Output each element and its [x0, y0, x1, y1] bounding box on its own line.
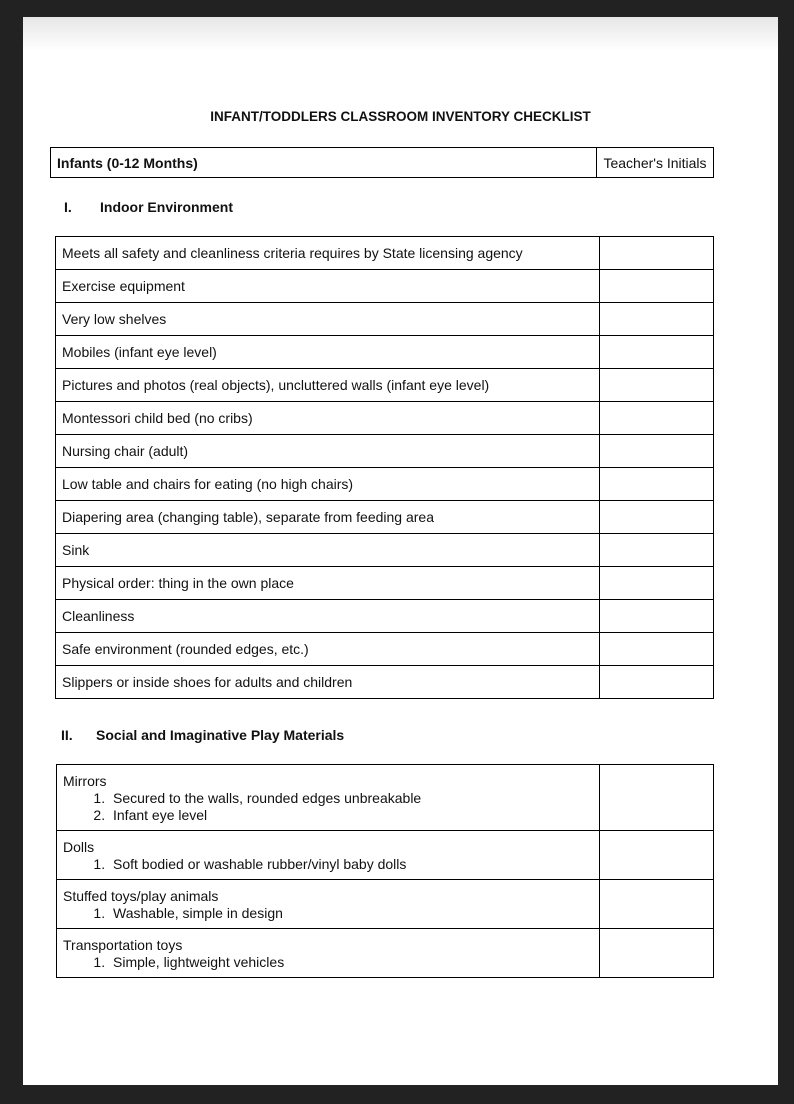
sub-item-list	[63, 856, 599, 873]
table-row	[56, 600, 714, 633]
sub-item-list	[63, 905, 599, 922]
initials-cell[interactable]	[600, 369, 714, 402]
table-row	[56, 468, 714, 501]
initials-cell[interactable]	[600, 567, 714, 600]
table-row	[56, 567, 714, 600]
table-row	[56, 435, 714, 468]
table-row	[56, 336, 714, 369]
table-row	[57, 831, 714, 880]
checklist-item	[57, 929, 600, 978]
checklist-item: Nursing chair (adult)	[56, 435, 600, 468]
checklist-item: Very low shelves	[56, 303, 600, 336]
section-heading-play-materials	[61, 727, 344, 743]
checklist-item: Cleanliness	[56, 600, 600, 633]
document-title: INFANT/TODDLERS CLASSROOM INVENTORY CHECKLIST	[210, 109, 591, 124]
checklist-item: Meets all safety and cleanliness criteria requires by State licensing agency	[56, 237, 600, 270]
group-header-table	[50, 147, 714, 178]
initials-cell[interactable]	[600, 336, 714, 369]
initials-cell[interactable]	[600, 435, 714, 468]
checklist-item	[57, 831, 600, 880]
initials-cell[interactable]	[600, 666, 714, 699]
section-title: Social and Imaginative Play Materials	[96, 727, 345, 743]
checklist-item: Diapering area (changing table), separate from feeding area	[56, 501, 600, 534]
item-label: Stuffed toys/play animals	[63, 888, 219, 904]
checklist-item: Pictures and photos (real objects), uncluttered walls (infant eye level)	[56, 369, 600, 402]
section-title: Indoor Environment	[100, 199, 233, 215]
table-row	[56, 534, 714, 567]
table-row	[56, 270, 714, 303]
checklist-item	[57, 880, 600, 929]
table-row	[57, 880, 714, 929]
sub-item-list	[63, 790, 599, 824]
checklist-item: Mobiles (infant eye level)	[56, 336, 600, 369]
initials-cell[interactable]	[600, 468, 714, 501]
age-group-label: Infants (0-12 Months)	[51, 148, 597, 177]
initials-cell[interactable]	[600, 831, 714, 880]
document-page	[23, 17, 778, 1085]
table-row	[56, 303, 714, 336]
item-label: Transportation toys	[63, 937, 183, 953]
checklist-item: Sink	[56, 534, 600, 567]
item-label: Mirrors	[63, 773, 107, 789]
checklist-item: Safe environment (rounded edges, etc.)	[56, 633, 600, 666]
checklist-item: Low table and chairs for eating (no high chairs)	[56, 468, 600, 501]
sub-item: 1. Secured to the walls, rounded edges unbreakable	[109, 790, 599, 807]
table-row	[56, 633, 714, 666]
item-label: Dolls	[63, 839, 95, 855]
sub-item: 1. Simple, lightweight vehicles	[109, 954, 599, 971]
checklist-item: Montessori child bed (no cribs)	[56, 402, 600, 435]
initials-cell[interactable]	[600, 303, 714, 336]
section-numeral: II.	[61, 727, 73, 743]
teacher-initials-header: Teacher's Initials	[603, 155, 707, 171]
initials-cell[interactable]	[600, 237, 714, 270]
table-row	[56, 501, 714, 534]
table-row	[57, 929, 714, 978]
initials-cell[interactable]	[600, 765, 714, 831]
checklist-item: Physical order: thing in the own place	[56, 567, 600, 600]
play-materials-table	[56, 764, 714, 978]
checklist-item	[57, 765, 600, 831]
sub-item: 2. Infant eye level	[109, 807, 599, 824]
table-row	[56, 369, 714, 402]
table-row	[57, 765, 714, 831]
sub-item-list	[63, 954, 599, 971]
indoor-environment-table	[55, 236, 714, 699]
section-heading-indoor	[64, 199, 233, 215]
sub-item: 1. Soft bodied or washable rubber/vinyl baby dolls	[109, 856, 599, 873]
initials-cell[interactable]	[600, 880, 714, 929]
initials-cell[interactable]	[600, 929, 714, 978]
section-numeral: I.	[64, 199, 72, 215]
table-row	[56, 237, 714, 270]
sub-item: 1. Washable, simple in design	[109, 905, 599, 922]
initials-cell[interactable]	[600, 633, 714, 666]
initials-cell[interactable]	[600, 600, 714, 633]
table-row	[56, 666, 714, 699]
checklist-item: Exercise equipment	[56, 270, 600, 303]
initials-cell[interactable]	[600, 501, 714, 534]
checklist-item: Slippers or inside shoes for adults and children	[56, 666, 600, 699]
initials-cell[interactable]	[600, 270, 714, 303]
table-row	[56, 402, 714, 435]
page-top-shadow	[23, 17, 778, 51]
initials-cell[interactable]	[600, 402, 714, 435]
initials-cell[interactable]	[600, 534, 714, 567]
